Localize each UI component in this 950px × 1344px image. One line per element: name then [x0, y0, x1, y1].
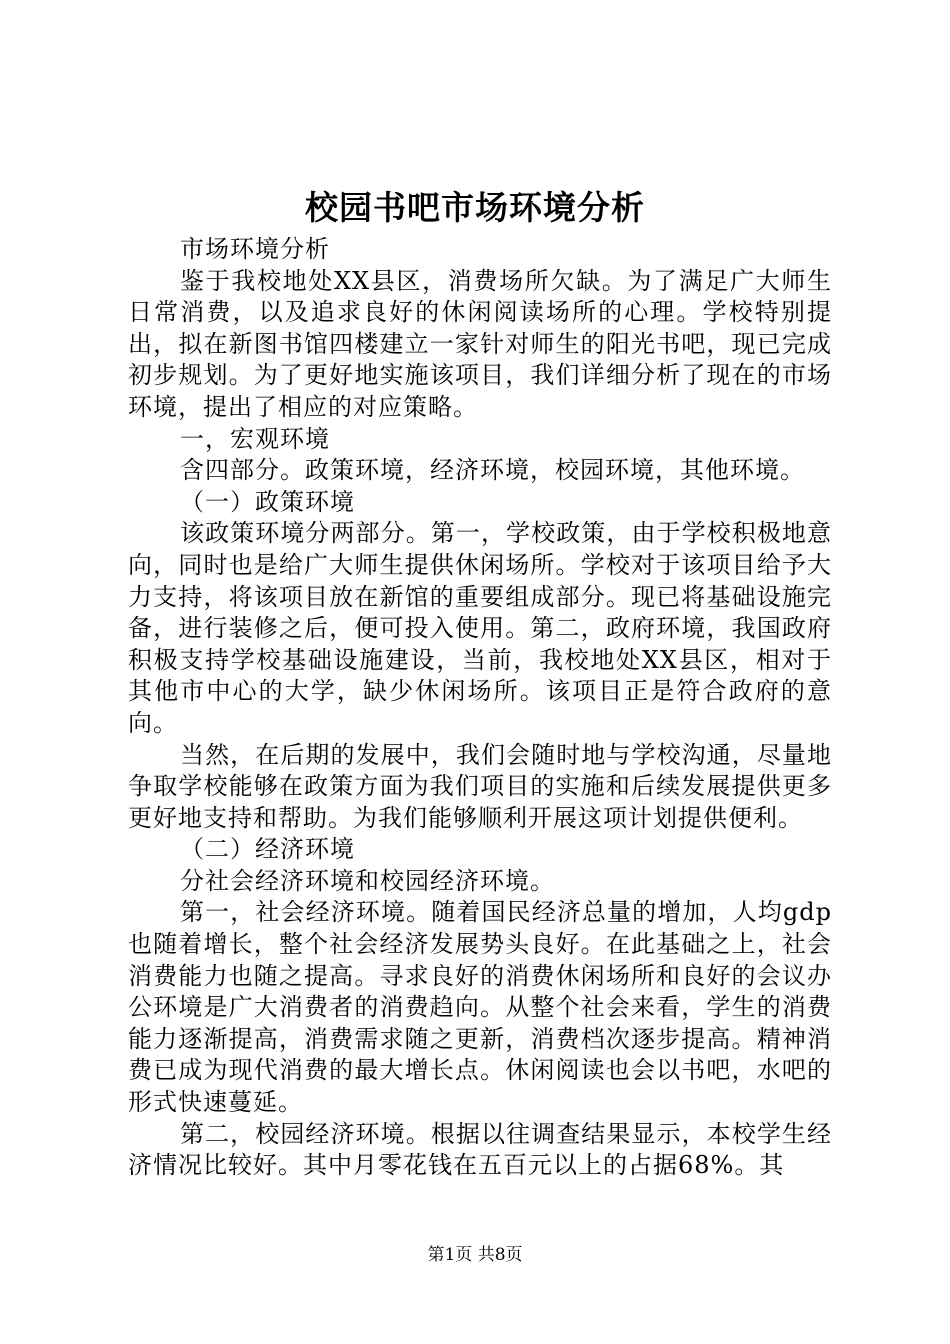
paragraph: 第二，校园经济环境。根据以往调查结果显示，本校学生经济情况比较好。其中月零花钱在五百元以上的占据68%。其 [128, 1119, 832, 1180]
document-title: 校园书吧市场环境分析 [305, 188, 645, 227]
paragraph: 含四部分。政策环境，经济环境，校园环境，其他环境。 [180, 456, 805, 485]
paragraph: 该政策环境分两部分。第一，学校政策，由于学校积极地意向，同时也是给广大师生提供休闲场所。学校对于该项目给予大力支持，将该项目放在新馆的重要组成部分。现已将基础设施完备，进行装修之后，便可投入使用。第二，政府环境，我国政府积极支持学校基础设施建设，当前，我校地处XX县区，相对于其他市中心的大学，缺少休闲场所。该项目正是符合政府的意向。 [128, 519, 832, 737]
section-heading: （二）经济环境 [180, 835, 355, 864]
paragraph: 当然，在后期的发展中，我们会随时地与学校沟通，尽量地争取学校能够在政策方面为我们项目的实施和后续发展提供更多更好地支持和帮助。为我们能够顺利开展这项计划提供便利。 [128, 740, 832, 832]
section-heading: 一，宏观环境 [180, 424, 330, 453]
paragraph: 第一，社会经济环境。随着国民经济总量的增加，人均gdp也随着增长，整个社会经济发展势头良好。在此基础之上，社会消费能力也随之提高。寻求良好的消费休闲场所和良好的会议办公环境是广大消费者的消费趋向。从整个社会来看，学生的消费能力逐渐提高，消费需求随之更新，消费档次逐步提高。精神消费已成为现代消费的最大增长点。休闲阅读也会以书吧，水吧的形式快速蔓延。 [128, 898, 832, 1117]
section-heading: 市场环境分析 [180, 235, 330, 263]
section-heading: （一）政策环境 [180, 487, 355, 516]
paragraph: 分社会经济环境和校园经济环境。 [180, 866, 555, 895]
page-footer: 第1页 共8页 [427, 1245, 523, 1265]
paragraph: 鉴于我校地处XX县区，消费场所欠缺。为了满足广大师生日常消费，以及追求良好的休闲阅读场所的心理。学校特别提出，拟在新图书馆四楼建立一家针对师生的阳光书吧，现已完成初步规划。为了更好地实施该项目，我们详细分析了现在的市场环境，提出了相应的对应策略。 [128, 266, 832, 421]
document-body [128, 234, 832, 1182]
